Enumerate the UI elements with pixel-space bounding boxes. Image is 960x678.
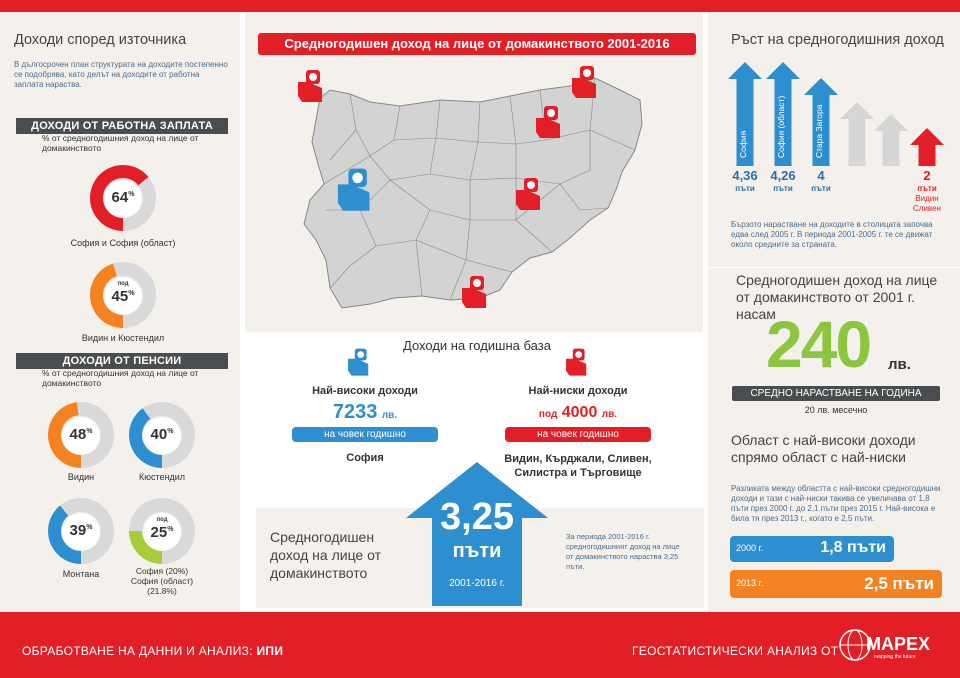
growth-arrow-unit: пъти [917,184,937,193]
pension-caption-2: Кюстендил [138,472,186,482]
growth-note: За периода 2001-2016 г. средногодишният доход на лице от домакинството нараства 3,25 пъти. [566,532,680,571]
hand-money-icon [532,104,566,142]
ratio-title: Област с най-високи доходи спрямо област с най-ниски [731,432,916,465]
map-banner: Средногодишен доход на лице от домакинството 2001-2016 [258,33,696,55]
pension-caption-1: Видин [67,472,95,482]
hand-money-icon [332,166,378,216]
hand-money-icon [562,347,592,379]
footer-left-text: ОБРАБОТВАНЕ НА ДАННИ И АНАЛИЗ: [22,644,253,658]
high-label: Най-високи доходи [312,385,418,397]
growth-arrow-value: 4 [817,168,825,183]
low-unit: лв. [601,409,618,420]
growth-arrow-name: Видин Сливен [913,194,941,213]
growth-arrow-name: Стара Загора [814,104,824,158]
avg-title: Средногодишен доход на лице от домакинството от 2001 г. насам [736,272,938,322]
growth-arrow [910,128,944,166]
avg-bar: СРЕДНО НАРАСТВАНЕ НА ГОДИНА [732,386,940,401]
mapex-logo: MAPEX [866,634,931,654]
high-places: София [346,452,384,464]
pension-caption-4: София (20%) София (област) (21.8%) [130,566,194,596]
low-amount-line [505,404,651,422]
growth-arrow-value: 4,26 [770,168,796,183]
ratio-year-2: 2013 г. [736,578,764,588]
pct-sign: % [128,290,135,297]
salary-donut-vidin [90,262,156,328]
footer-right: ГЕОСТАТИСТИЧЕСКИ АНАЛИЗ ОТ [632,644,839,658]
low-prefix: под [538,409,558,420]
hand-money-icon [458,274,492,312]
salary-sub: % от средногодишния доход на лице от домакинството [42,133,199,153]
growth-arrow-name: София (област) [776,95,786,158]
pct-sign: % [167,526,174,533]
pension-donut-vidin [48,402,114,468]
left-intro: В дългосрочен план структурата на доходите постепенно се подобрява, като делът на доходите от работна заплата нараства. [14,60,228,89]
pct-sign: % [128,191,135,198]
pension-sub: % от средногодишния доход на лице от домакинството [42,368,199,388]
pension-value-2: 40 [150,426,168,443]
avg-value: 240 [766,307,871,381]
footer [0,612,960,678]
high-per: на човек годишно [292,427,438,442]
pension-value-1: 48 [69,426,87,443]
pension-caption-3: Монтана [62,569,100,579]
high-amount: 7233 [332,401,378,423]
avg-month: 20 лв. месечно [804,405,868,415]
mapex-tagline: mapping the future [874,654,916,660]
growth-arrow-unit: пъти [811,184,831,193]
growth-arrow-value: 2 [923,168,931,183]
salary-prefix-2: под [117,281,129,287]
left-title: Доходи според източника [14,32,187,48]
hand-money-icon [294,68,328,106]
growth-period: 2001-2016 г. [449,578,505,589]
low-label: Най-ниски доходи [528,385,628,397]
low-places: Видин, Кърджали, Сливен, Силистра и Търговище [504,453,652,479]
annual-title: Доходи на годишна база [403,338,551,353]
growth-unit: пъти [452,540,502,562]
footer-left [22,644,283,658]
pension-value-4: 25 [150,524,168,541]
low-amount: 4000 [561,404,598,421]
hand-money-icon [512,176,546,214]
growth-label: Средногодишен доход на лице от домакинството [270,529,382,581]
salary-donut-sofia [90,165,156,231]
footer-left-bold: ИПИ [256,644,284,658]
hand-money-icon [344,347,374,379]
top-stripe [0,0,960,12]
pct-sign: % [86,428,93,435]
pension-value-3: 39 [69,522,87,539]
pension-donut-sofia [129,498,195,564]
ratio-value-2: 2,5 пъти [864,574,934,593]
salary-caption-1: София и София (област) [70,238,176,248]
salary-header: ДОХОДИ ОТ РАБОТНА ЗАПЛАТА [16,118,228,134]
growth-value: 3,25 [440,496,514,538]
ratio-2013 [730,570,942,598]
ratio-value-1: 1,8 пъти [820,539,886,556]
pct-sign: % [86,524,93,531]
avg-unit: лв. [888,356,911,373]
salary-caption-2: Видин и Кюстендил [81,333,165,343]
growth-title: Ръст на средногодишния доход [731,32,944,48]
salary-value-2: 45 [111,288,129,305]
growth-arrow-value: 4,36 [732,168,758,183]
growth-arrow-name: София [738,130,748,158]
ratio-year-1: 2000 г. [736,543,764,553]
salary-value-1: 64 [111,189,129,206]
pct-sign: % [167,428,174,435]
growth-arrow-unit: пъти [773,184,793,193]
pension-donut-montana [48,498,114,564]
hand-money-icon [568,64,602,102]
high-amount-line [292,401,438,424]
growth-arrow [840,102,874,166]
growth-arrow-unit: пъти [735,184,755,193]
ratio-2000 [730,536,894,562]
low-per: на човек годишно [505,427,651,442]
growth-arrow [874,114,908,166]
high-unit: лв. [381,410,398,421]
pension-header: ДОХОДИ ОТ ПЕНСИИ [16,353,228,369]
pension-donut-kyustendil [129,402,195,468]
pension-prefix-4: под [156,517,168,523]
growth-note-right: Бързото нарастване на доходите в столицата започва едва след 2005 г. В периода 2001-2005 г. те се движат около средните за страната. [731,220,933,249]
ratio-note: Разликата между областта с най-високи средногодишни доходи и тази с най-ниски такива се увеличава от 1,8 пъти през 2000 г. до 2,1 пъти през 2015 г. Най-висока е била тя през 2013 г., когато е 2,5 пъти. [731,484,941,523]
